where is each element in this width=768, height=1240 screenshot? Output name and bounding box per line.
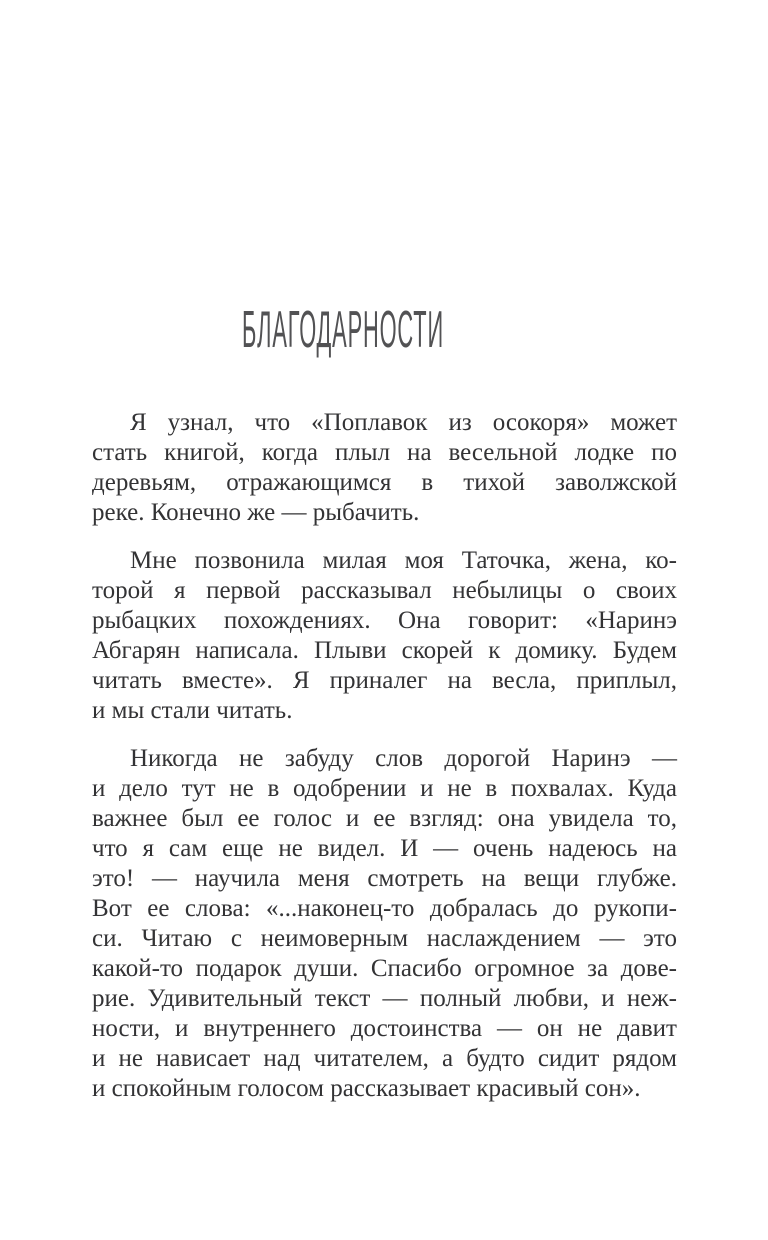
text-line: это! — научила меня смотреть на вещи глубже. — [92, 865, 677, 892]
text-line: деревьям, отражающимся в тихой заволжской — [92, 469, 677, 496]
text-line: Я узнал, что «Поплавок из осокоря» может — [130, 409, 677, 436]
text-line: Никогда не забуду слов дорогой Наринэ — — [130, 745, 677, 772]
text-line: Абгарян написала. Плыви скорей к домику. Будем — [92, 637, 677, 664]
text-line: какой-то подарок души. Спасибо огромное за дове- — [92, 955, 677, 982]
paragraph-3 — [92, 744, 677, 1104]
paragraph-2 — [92, 546, 677, 726]
chapter-title: БЛАГОДАРНОСТИ — [242, 301, 445, 359]
text-line: ности, и внутреннего достоинства — он не давит — [92, 1015, 677, 1042]
text-line: стать книгой, когда плыл на весельной лодке по — [92, 439, 677, 466]
body-text — [92, 408, 677, 1104]
text-line: и спокойным голосом рассказывает красивый сон». — [92, 1075, 641, 1102]
text-line: важнее был ее голос и ее взгляд: она увидела то, — [92, 805, 677, 832]
text-line: рие. Удивительный текст — полный любви, и неж- — [92, 985, 677, 1012]
text-line: Вот ее слова: «...наконец-то добралась до рукопи- — [92, 895, 677, 922]
paragraph-1 — [92, 408, 677, 528]
text-line: рыбацких похождениях. Она говорит: «Наринэ — [92, 607, 677, 634]
text-line: си. Читаю с неимоверным наслаждением — это — [92, 925, 677, 952]
text-line: и мы стали читать. — [92, 697, 293, 724]
text-line: реке. Конечно же — рыбачить. — [92, 499, 420, 526]
text-line: и дело тут не в одобрении и не в похвалах. Куда — [92, 775, 677, 802]
text-line: читать вместе». Я приналег на весла, приплыл, — [92, 667, 677, 694]
text-line: торой я первой рассказывал небылицы о своих — [92, 577, 677, 604]
text-line: Мне позвонила милая моя Таточка, жена, ко- — [130, 547, 677, 574]
text-line: что я сам еще не видел. И — очень надеюсь на — [92, 835, 677, 862]
text-line: и не нависает над читателем, а будто сидит рядом — [92, 1045, 677, 1072]
